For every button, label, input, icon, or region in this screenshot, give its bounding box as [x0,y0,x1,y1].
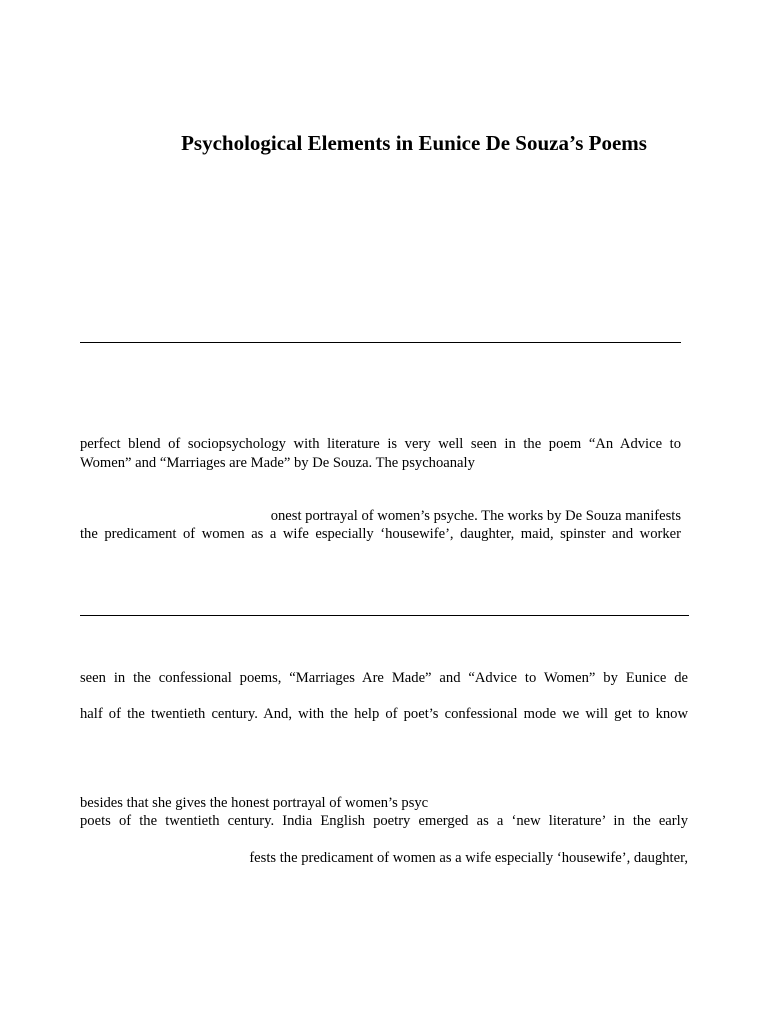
text-line: the predicament of women as a wife especially ‘housewife’, daughter, maid, spinster and worker [80,526,681,542]
text-line: perfect blend of sociopsychology with literature is very well seen in the poem “An Advice to [80,436,681,452]
page-title: Psychological Elements in Eunice De Souza’s Poems [181,131,647,155]
text-line: besides that she gives the honest portrayal of women’s psyc [80,795,429,811]
text-line: fests the predicament of women as a wife especially ‘housewife’, daughter, [249,850,688,866]
text-line: seen in the confessional poems, “Marriages Are Made” and “Advice to Women” by Eunice de [80,670,688,686]
text-line: onest portrayal of women’s psyche. The works by De Souza manifests [270,508,681,524]
text-line: half of the twentieth century. And, with the help of poet’s confessional mode we will get to know [80,706,688,722]
horizontal-rule [80,342,681,343]
text-line: Women” and “Marriages are Made” by De Souza. The psychoanaly [80,455,475,471]
text-line: poets of the twentieth century. India English poetry emerged as a ‘new literature’ in the early [80,813,688,829]
horizontal-rule [80,615,689,616]
